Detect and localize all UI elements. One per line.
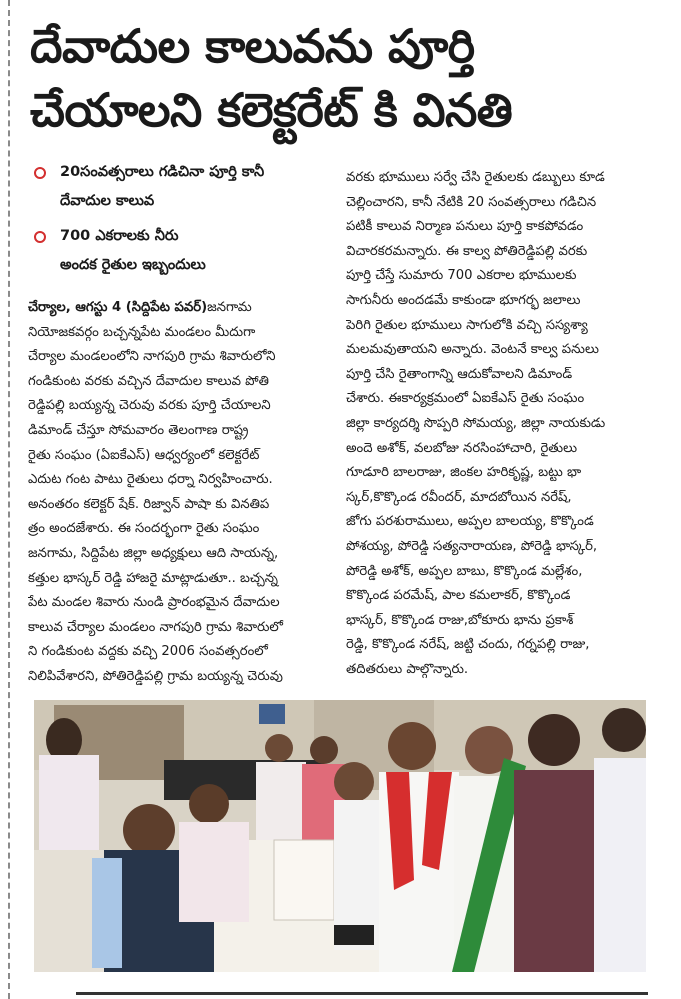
article-line: పోశయ్య, పోరెడ్డి సత్యనారాయణ, పోరెడ్డి భాస్కర్,	[346, 538, 598, 554]
headline-line-2: చేయాలని కలెక్టరేట్ కి వినతి	[30, 83, 513, 137]
clipping-edge-border	[0, 0, 10, 999]
article-line: రెడ్డి, కొక్కొండ నరేష్, జట్టి చందు, గర్నపల్లి రాజు,	[346, 637, 590, 653]
article-line: నిలిపివేశారని, పోతిరెడ్డిపల్లి గ్రామ బయ్యన్న చెరువు	[28, 668, 283, 684]
article-line: జనగామ	[207, 300, 252, 315]
article-line: అందె అశోక్, వలబోజు నరసింహాచారి, రైతులు	[346, 440, 578, 456]
bottom-rule	[76, 992, 648, 995]
article-line: కత్తుల భాస్కర్ రెడ్డి హాజరై మాట్లాడుతూ.. బచ్చన్న	[28, 570, 278, 586]
article-line: ని గండికుంట వద్దకు వచ్చి 2006 సంవత్సరంలో	[28, 644, 268, 660]
highlight-line: 20సంవత్సరాలు గడిచినా పూర్తి కానీ	[60, 164, 265, 180]
article-line: సాగునీరు అందడమే కాకుండా భూగర్భ జలాలు	[346, 292, 581, 308]
article-line: పటికీ కాలువ నిర్మాణ పనులు పూర్తి కాకపోవడం	[346, 219, 584, 235]
article-line: చెల్లించారని, కానీ నేటికి 20 సంవత్సరాలు గడిచిన	[346, 194, 597, 210]
article-line: అనంతరం కలెక్టర్ షేక్. రిజ్వాన్ పాషా కు వినతిప	[28, 496, 270, 512]
article-line: భాస్కర్, కొక్కొండ రాజు,బోకూరు భాను ప్రకాశ్	[346, 612, 574, 628]
bullet-ring-icon	[34, 167, 46, 179]
article-body-left	[28, 296, 336, 690]
article-line: రెడ్డిపల్లి బయ్యన్న చెరువు వరకు పూర్తి చేయాలని	[28, 398, 271, 414]
article-line: ఎదుట గంట పాటు రైతులు ధర్నా నిర్వహించారు.	[28, 472, 273, 488]
dateline: చేర్యాల, ఆగస్టు 4 (సిద్దిపేట పవర్)	[28, 300, 208, 315]
headline-line-1: దేవాదుల కాలువను పూర్తి	[30, 19, 475, 73]
article-line: తదితరులు పాల్గొన్నారు.	[346, 661, 469, 677]
article-line: చేర్యాల మండలంలోని నాగపురి గ్రామ శివారులోని	[28, 349, 276, 365]
article-line: జనగామ, సిద్దిపేట జిల్లా అధ్యక్షులు ఆది సాయన్న,	[28, 545, 279, 561]
highlight-line: 700 ఎకరాలకు నీరు	[60, 228, 179, 244]
article-first-line	[28, 296, 336, 321]
highlight-line: అందక రైతుల ఇబ్బందులు	[60, 257, 206, 273]
article-line: గూడూరి బాలరాజు, జింకల హరికృష్ణ, బట్టు భా	[346, 465, 582, 481]
article-line: మలమవుతాయని అన్నారు. వెంటనే కాల్వ పనులు	[346, 342, 599, 358]
article-line: విచారకరమన్నారు. ఈ కాల్వ పోతిరెడ్డిపల్లి వరకు	[346, 243, 588, 259]
article-line: త్రం అందజేశారు. ఈ సందర్భంగా రైతు సంఘం	[28, 521, 260, 537]
article-line: పూర్తి చేస్తే సుమారు 700 ఎకరాల భూములకు	[346, 268, 577, 284]
article-line: వరకు భూములు సర్వే చేసి రైతులకు డబ్బులు కూడ	[346, 170, 605, 185]
article-line: కాలువ చేర్యాల మండలం నాగపురి గ్రామ శివారులో	[28, 619, 283, 635]
article-line: డిమాండ్ చేస్తూ సోమవారం తెలంగాణ రాష్ట్ర	[28, 422, 249, 438]
article-line: పోరెడ్డి అశోక్, అప్పల బాబు, కొక్కొండ మల్లేశం,	[346, 563, 583, 579]
article-line: పేట మండల శివారు నుండి ప్రారంభమైన దేవాదుల	[28, 595, 280, 611]
article-body-right	[346, 166, 658, 682]
article-line: పెరిగి రైతుల భూములు సాగులోకి వచ్చి సస్యశ్యా	[346, 317, 588, 333]
news-photo	[34, 700, 646, 972]
article-line: నియోజకవర్గం బచ్చన్నపేట మండలం మీదుగా	[28, 324, 256, 340]
highlight-item	[28, 222, 336, 280]
photo-illustration	[34, 700, 646, 972]
article-column-right	[346, 166, 658, 682]
highlight-item	[28, 158, 336, 216]
article-line: చేశారు. ఈకార్యక్రమంలో ఏఐకేఎస్ రైతు సంఘం	[346, 391, 585, 407]
article-line: రైతు సంఘం (ఏఐకేఎస్) ఆధ్వర్యంలో కలెక్టరేట్	[28, 447, 260, 463]
article-line: స్కర్,కొక్కొండ రవీందర్, మాదబోయిన నరేష్,	[346, 489, 572, 505]
article-line: కొక్కొండ పరమేష్, పాల కమలాకర్, కొక్కొండ	[346, 588, 571, 604]
highlights-list	[28, 158, 336, 280]
article-line: గండికుంట వరకు వచ్చిన దేవాదుల కాలువ పోతి	[28, 373, 269, 389]
article-line: జిల్లా కార్యదర్శి సొప్పరి సోమయ్య, జిల్లా నాయకుడు	[346, 415, 606, 431]
article-column-left	[28, 158, 336, 690]
headline	[30, 14, 670, 142]
bullet-ring-icon	[34, 231, 46, 243]
article-line: పూర్తి చేసి రైతాంగాన్ని ఆదుకోవాలని డిమాండ్	[346, 366, 573, 382]
highlight-line: దేవాదుల కాలువ	[60, 193, 155, 209]
article-line: జోగు పరశురాములు, అప్పల బాలయ్య, కొక్కొండ	[346, 514, 594, 530]
